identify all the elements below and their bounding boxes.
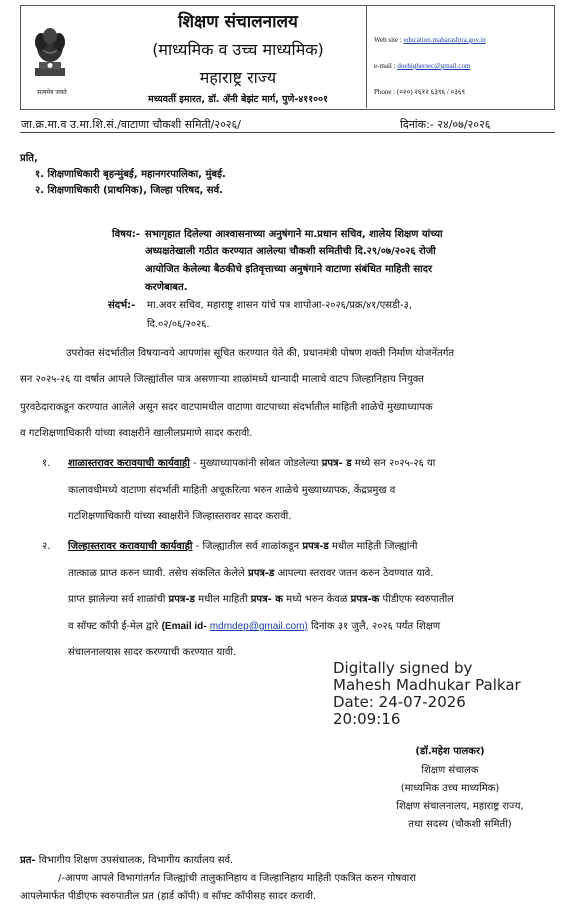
to-label: प्रति, xyxy=(20,153,38,164)
emblem-caption: सत्यमेव जयते xyxy=(37,89,67,96)
copy-line xyxy=(20,854,233,868)
item2-line-1 xyxy=(68,540,417,554)
signatory-name: (डॉ.महेश पालकर) xyxy=(415,746,485,757)
email-label: e-mail : xyxy=(374,62,396,70)
item1-number: १. xyxy=(42,458,51,469)
body-line-4: व गटशिक्षणाधिकारी यांच्या स्वाक्षरीने खालीलप्रमाणे सादर करावी. xyxy=(20,428,253,439)
item2-line-3 xyxy=(68,593,454,607)
signatory-dept: (माध्यमिक उच्च माध्यमिक) xyxy=(400,783,500,794)
item2-email-link[interactable]: mdmdep@gmail.com) xyxy=(209,621,308,632)
item1-heading: शाळास्तरावर करावयाची कार्यवाही xyxy=(68,458,190,469)
letterhead-state: महाराष्ट्र राज्य xyxy=(199,68,277,87)
item1-line-1 xyxy=(68,457,435,471)
item1-line-2: कालावधीमध्ये वाटाणा संदर्भाती माहिती अचूकरित्या भरुन शाळेचे मुख्याध्यापक, केंद्रप्रमुख व xyxy=(68,485,396,496)
item2-form-ref-4: प्रपत्र- क xyxy=(250,594,283,605)
context-line-1: मा.अवर सचिव, महाराष्ट्र शासन यांचे पत्र शापोआ-२०२६/प्रक्र/४१/एसडी-३, xyxy=(147,300,412,311)
digital-signature: Digitally signed by Mahesh Madhukar Palkar Date: 24-07-2026 20:09:16 xyxy=(333,659,521,728)
phone-line xyxy=(374,88,465,97)
email-line xyxy=(374,62,470,70)
context-line-2: दि.०२/०६/२०२६. xyxy=(147,319,210,330)
item2-text-b: मधील माहिती जिल्ह्यांनी xyxy=(331,541,418,552)
email-link[interactable]: doehighersec@gmail.com xyxy=(397,62,471,70)
item1-text-b: मध्ये सन २०२५-२६ या xyxy=(354,458,436,469)
national-emblem-icon xyxy=(29,20,71,82)
item2-text-j: दिनांक ३१ जुलै, २०२६ पर्यंत शिक्षण xyxy=(310,621,441,632)
subject-line-4: करणेबाबत. xyxy=(145,282,188,293)
context-label: संदर्भ:- xyxy=(108,300,136,311)
signatory-office: शिक्षण संचालनालय, महाराष्ट्र राज्य, xyxy=(396,801,524,812)
body-line-2: सन २०२५-२६ या वर्षात आपले जिल्ह्यांतील पात्र असणाऱ्या शाळांमध्ये धान्यादी मालाचे वाटप जिल्हानिहाय नियुक्त xyxy=(20,374,424,385)
item2-form-ref-1: प्रपत्र-ड xyxy=(302,541,329,552)
copy-line-1: /-आपण आपले विभागांतर्गत जिल्ह्यांची तालुकानिहाय व जिल्हानिहाय माहिती एकत्रित करुन गोषवारा xyxy=(58,873,416,884)
website-link[interactable]: education.maharashtra.gov.in xyxy=(403,36,486,44)
item1-line-3: गटशिक्षणाधिकारी यांच्या स्वाक्षरीने जिल्हास्तरावर सादर करावी. xyxy=(68,511,292,522)
subject-line-3: आयोजित केलेल्या बैठकीचे इतिवृत्ताच्या अनुषंगाने वाटाणा संबंधित माहिती सादर xyxy=(145,264,433,275)
subject-line-2: अध्यक्षतेखाली गठीत करण्यात आलेल्या चौकशी समितीची दि.२९/०७/२०२६ रोजी xyxy=(145,246,436,257)
item2-text-f: मधील माहिती xyxy=(198,594,248,605)
item2-text-i: व सॉफ्ट कॉपी ई-मेल द्वारे xyxy=(68,621,159,632)
item2-text-g: मध्ये भरुन केवळ xyxy=(286,594,348,605)
item2-email-label: (Email id- xyxy=(161,621,207,632)
letterhead-address: मध्यवर्ती इमारत, डॉ. ॲनी बेझंट मार्ग, पुणे-४११००१ xyxy=(148,94,328,105)
item1-form-ref: प्रपत्र- ड xyxy=(321,458,352,469)
copy-to: विभागीय शिक्षण उपसंचालक, विभागीय कार्यालय सर्व. xyxy=(38,855,234,866)
signatory-designation: शिक्षण संचालक xyxy=(421,765,479,776)
item2-heading: जिल्हास्तरावर करावयाची कार्यवाही xyxy=(68,541,193,552)
letterhead-subtitle: (माध्यमिक व उच्च माध्यमिक) xyxy=(152,40,324,59)
item2-text-d: आपल्या स्तरावर जतन करुन ठेवण्यात यावे. xyxy=(277,568,434,579)
item2-form-ref-3: प्रपत्र-ड xyxy=(168,594,195,605)
website-label: Web site : xyxy=(374,36,402,44)
recipient-2: २. शिक्षणाधिकारी (प्राथमिक), जिल्हा परिषद, सर्व. xyxy=(35,185,223,196)
item2-text-a: - जिल्ह्यातील सर्व शाळांकडून xyxy=(195,541,300,552)
item2-text-c: तात्काळ प्राप्त करुन घ्यावी. तसेच संकलित केलेले xyxy=(68,568,245,579)
body-line-1: उपरोक्त संदर्भातील विषयान्वये आपणांस सूचित करण्यात येते की, प्रधानमंत्री पोषण शक्ती निर्माण योजनेंतर्गत xyxy=(66,348,455,359)
website-line xyxy=(374,36,486,44)
phone-label: Phone : xyxy=(374,88,396,96)
copy-line-2: आपलेमार्फत पीडीएफ स्वरुपातील प्रत (हार्ड कॉपी) व सॉफ्ट कॉपीसह सादर करावी. xyxy=(20,891,317,902)
header-rule xyxy=(20,132,555,133)
recipient-1: १. शिक्षणाधिकारी बृहन्मुंबई, महानगरपालिका, मुंबई. xyxy=(35,169,226,180)
item2-line-5: संचालनालयास सादर करण्याची करण्यात यावी. xyxy=(68,647,237,658)
item2-text-e: प्राप्त झालेल्या सर्व शाळांची xyxy=(68,594,166,605)
subject-line-1: सभागृहात दिलेल्या आश्वासनाच्या अनुषंगाने मा.प्रधान सचिव, शालेय शिक्षण यांच्या xyxy=(145,229,443,240)
item2-text-h: पीडीएफ स्वरुपातील xyxy=(382,594,454,605)
copy-label: प्रत- xyxy=(20,855,36,866)
item2-line-2 xyxy=(68,567,433,581)
item1-text-a: - मुख्याध्यापकांनी सोबत जोडलेल्या xyxy=(193,458,319,469)
phone-value: (०२०) २६१२ ६३९६ / ०३६९ xyxy=(396,88,466,96)
letter-reference: जा.क्र.मा.व उ.मा.शि.सं./वाटाणा चौकशी समिती/२०२६/ xyxy=(21,118,241,131)
item2-line-4 xyxy=(68,620,440,634)
subject-label: विषय:- xyxy=(112,229,140,240)
body-line-3: पुरवठेदाराकडून करण्यात आलेले असून सदर वाटपामधील वाटाणा वाटपाच्या संदर्भातील माहिती शाळेचे मुख्याध्यापक xyxy=(20,402,433,413)
item2-form-ref-2: प्रपत्र-ड xyxy=(248,568,275,579)
letter-date: दिनांक:- २४/०७/२०२६ xyxy=(400,118,491,131)
letterhead-title: शिक्षण संचालनालय xyxy=(178,12,298,32)
signatory-role: तथा सदस्य (चौकशी समिती) xyxy=(408,819,512,830)
item2-number: २. xyxy=(42,541,51,552)
item2-form-ref-5: प्रपत्र-क xyxy=(350,594,380,605)
